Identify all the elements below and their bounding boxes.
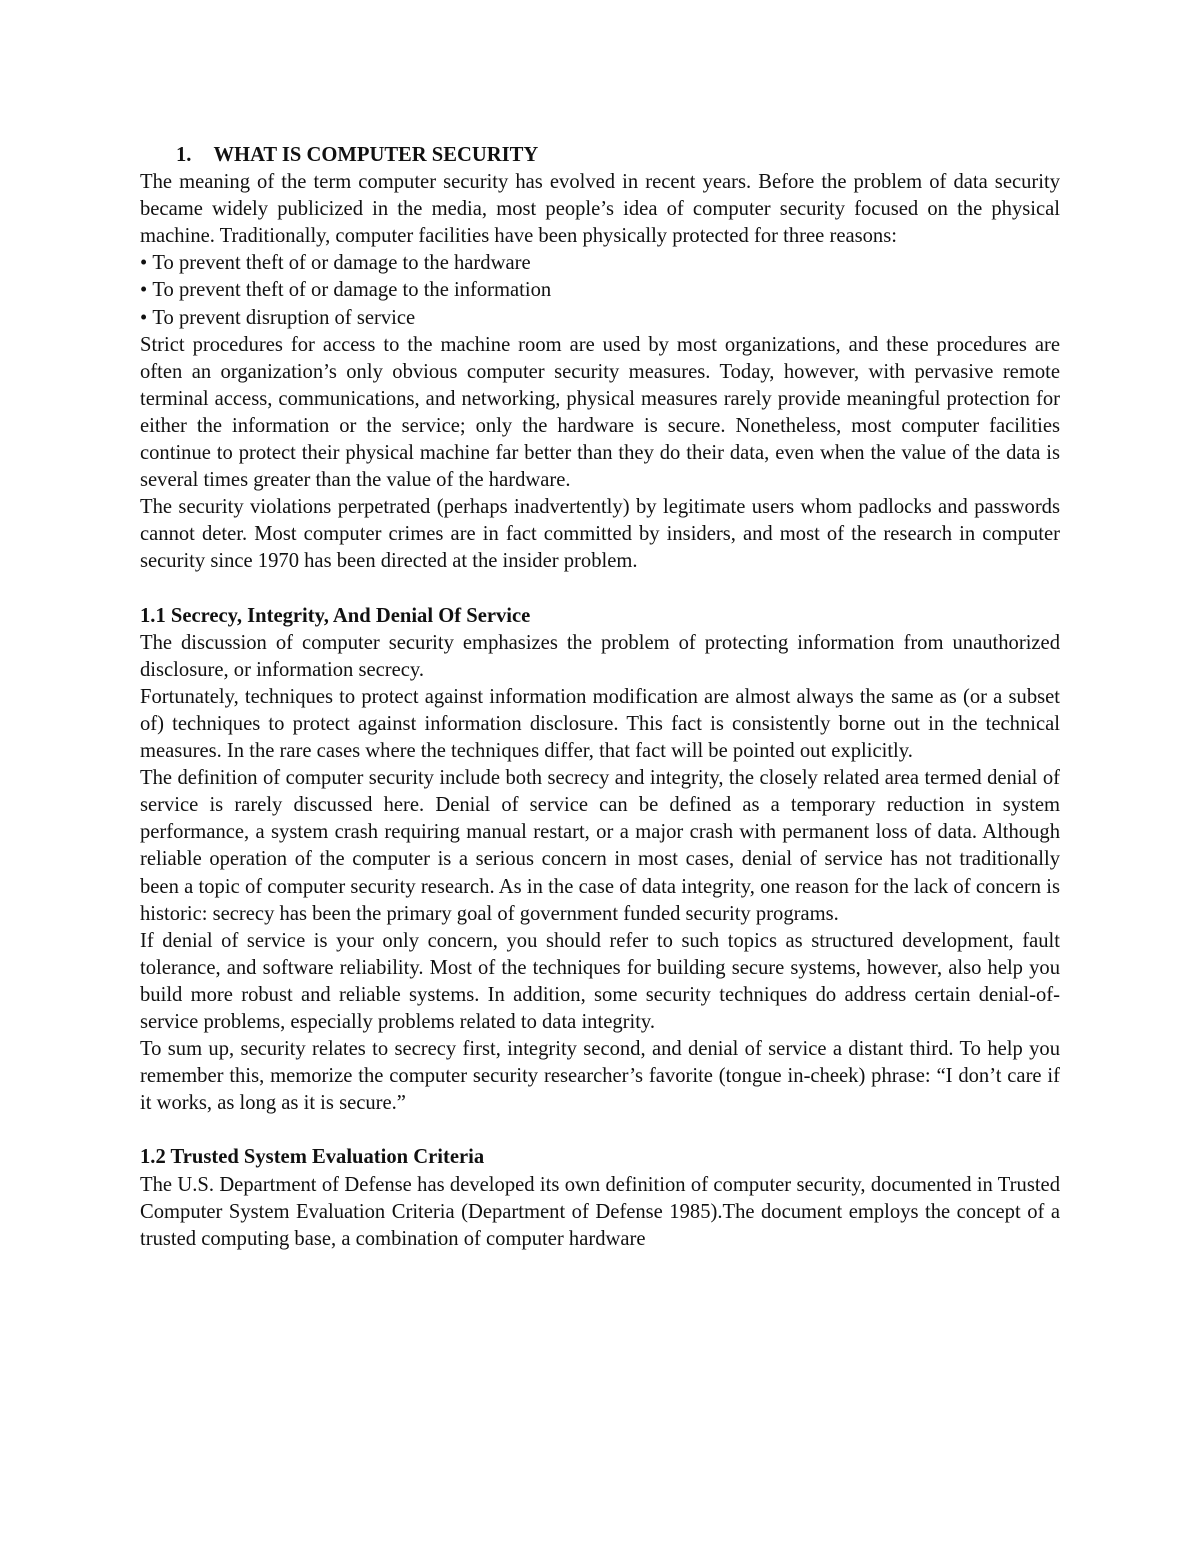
section-1-1-paragraph-1: The discussion of computer security emphasizes the problem of protecting information from unauthorized disclosure, or information secrecy. [140,631,1060,681]
section-1-1-paragraph-2: Fortunately, techniques to protect against information modification are almost always the same as (or a subset of) techniques to protect against information disclosure. This fact is consistently borne out in the technical measures. In the rare cases where the techniques differ, that fact will be pointed out explicitly. [140,685,1060,763]
section-1-1-paragraph-3: The definition of computer security include both secrecy and integrity, the closely related area termed denial of service is rarely discussed here. Denial of service can be defined as a temporary reduction in system performance, a system crash requiring manual restart, or a major crash with permanent loss of data. Although reliable operation of the computer is a serious concern in most cases, denial of service has not traditionally been a topic of computer security research. As in the case of data integrity, one reason for the lack of concern is historic: secrecy has been the primary goal of government funded security programs. [140,767,1060,925]
document-page [140,142,1060,1253]
section-1-paragraph-3: The security violations perpetrated (perhaps inadvertently) by legitimate users whom padlocks and passwords cannot deter. Most computer crimes are in fact committed by insiders, and most of the research in computer security since 1970 has been directed at the insider problem. [140,496,1060,573]
section-1-1-heading: 1.1 Secrecy, Integrity, And Denial Of Service [140,604,531,627]
section-spacer [140,1117,1060,1144]
reasons-list [140,250,1060,331]
section-1-2-heading: 1.2 Trusted System Evaluation Criteria [140,1146,485,1169]
section-spacer [140,576,1060,603]
reason-item: • To prevent theft of or damage to the hardware [140,250,1060,277]
reason-item: • To prevent theft of or damage to the information [140,277,1060,304]
section-1-1-paragraph-4: If denial of service is your only concern, you should refer to such topics as structured development, fault tolerance, and software reliability. Most of the techniques for building secure systems, however, also help you build more robust and reliable systems. In addition, some security techniques do address certain denial-of-service problems, especially problems related to data integrity. [140,929,1060,1033]
section-1-1-paragraph-5: To sum up, security relates to secrecy first, integrity second, and denial of service a distant third. To help you remember this, memorize the computer security researcher’s favorite (tongue in-cheek) phrase: “I don’t care if it works, as long as it is secure.” [140,1038,1060,1115]
section-1-2-paragraph-1: The U.S. Department of Defense has developed its own definition of computer security, documented in Trusted Computer System Evaluation Criteria (Department of Defense 1985).The document employs the concept of a trusted computing base, a combination of computer hardware [140,1173,1060,1250]
section-1-title: WHAT IS COMPUTER SECURITY [213,144,539,166]
section-1-paragraph-1: The meaning of the term computer security has evolved in recent years. Before the problem of data security became widely publicized in the media, most people’s idea of computer security focused on the physical machine. Traditionally, computer facilities have been physically protected for three reasons: [140,171,1060,248]
section-1-paragraph-2: Strict procedures for access to the machine room are used by most organizations, and these procedures are often an organization’s only obvious computer security measures. Today, however, with pervasive remote terminal access, communications, and networking, physical measures rarely provide meaningful protection for either the information or the service; only the hardware is secure. Nonetheless, most computer facilities continue to protect their physical machine far better than they do their data, even when the value of the data is several times greater than the value of the hardware. [140,333,1060,492]
section-1-heading [140,142,1060,169]
section-1-number: 1. [176,144,192,166]
reason-item: • To prevent disruption of service [140,305,1060,332]
